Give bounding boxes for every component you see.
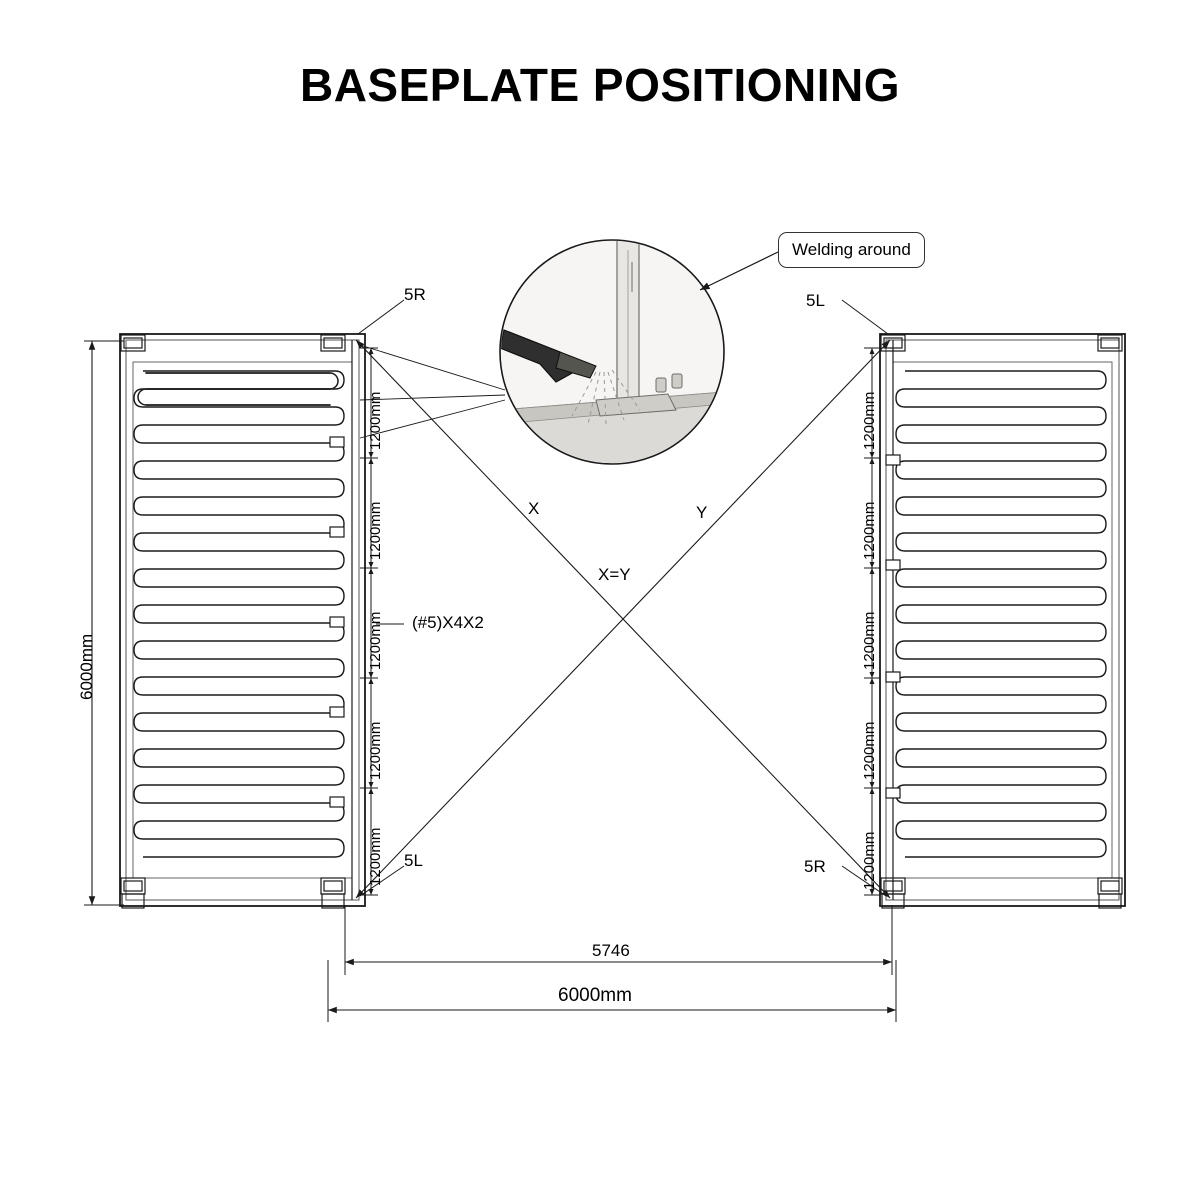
marker-label-5l-top-right: 5L (806, 291, 825, 310)
right-pitch-label-4: 1200mm (861, 721, 878, 780)
weld-detail-circle (500, 240, 724, 464)
overall-width-label: 6000mm (558, 985, 632, 1006)
left-platform (120, 334, 365, 908)
right-pitch-label-5: 1200mm (861, 831, 878, 890)
left-pitch-label-1: 1200mm (367, 391, 384, 450)
diagonal-label-y: Y (696, 503, 708, 522)
right-pitch-label-1: 1200mm (861, 391, 878, 450)
left-pitch-label-2: 1200mm (367, 501, 384, 560)
welding-callout-leader (700, 252, 778, 290)
marker-label-5r-top-left: 5R (404, 285, 426, 304)
right-platform (880, 334, 1125, 908)
spacing-note-label: (#5)X4X2 (412, 613, 484, 632)
right-pitch-label-2: 1200mm (861, 501, 878, 560)
diagonal-dimension-label: 5746 (592, 941, 630, 960)
diagonal-label-x: X (528, 499, 540, 518)
left-pitch-label-4: 1200mm (367, 721, 384, 780)
diagonal-dimension-5746 (345, 905, 892, 975)
page-title: BASEPLATE POSITIONING (299, 59, 901, 111)
welding-around-callout: Welding around (778, 232, 925, 268)
marker-label-5l-bottom-left: 5L (404, 851, 423, 870)
left-pitch-label-5: 1200mm (367, 827, 384, 886)
left-pitch-label-3: 1200mm (367, 611, 384, 670)
marker-label-5r-bottom-right: 5R (804, 857, 826, 876)
left-height-label: 6000mm (77, 633, 96, 700)
diagonal-equality-label: X=Y (598, 565, 631, 584)
left-height-dimension (84, 341, 124, 905)
right-pitch-label-3: 1200mm (861, 611, 878, 670)
